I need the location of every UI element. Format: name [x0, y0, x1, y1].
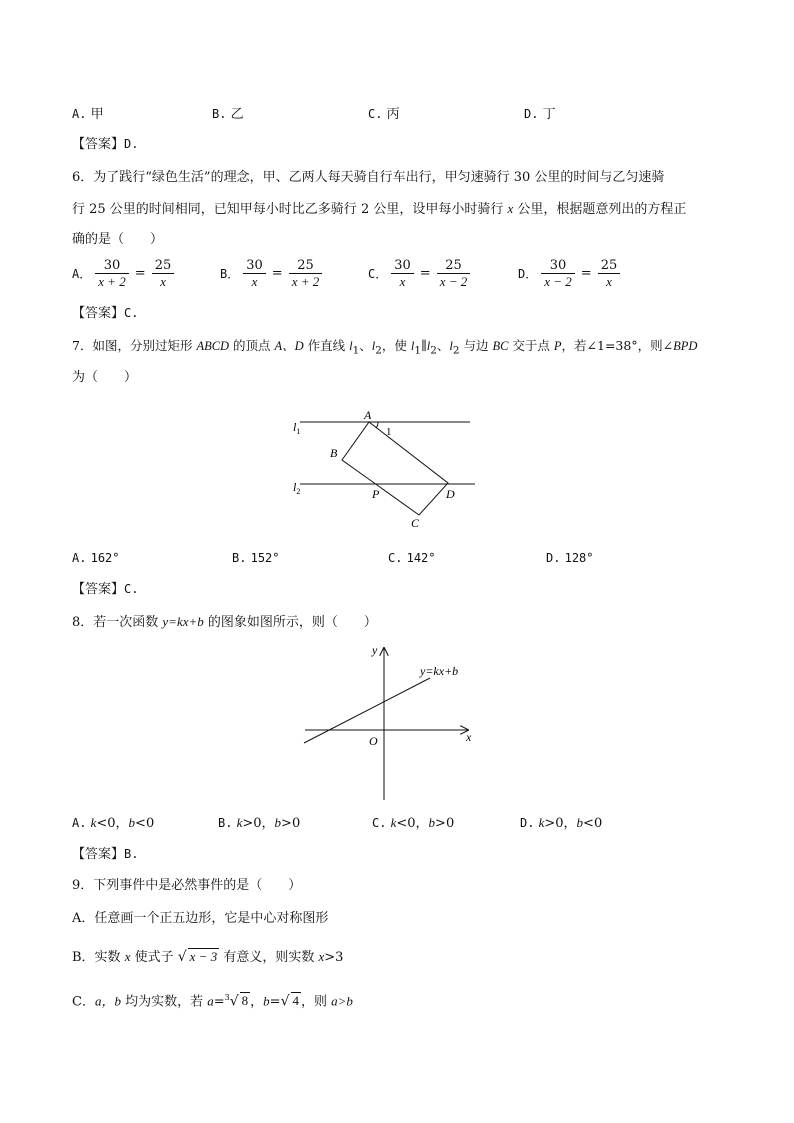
label-b: B	[330, 446, 338, 460]
q6-answer: 【答案】C.	[72, 306, 139, 321]
q5-option-a: A. 甲	[72, 107, 104, 122]
label-d: D	[446, 487, 455, 501]
function-line	[304, 678, 430, 743]
q8-option-c: C. k<0，b>0	[372, 815, 455, 831]
q5-answer: 【答案】D.	[72, 137, 139, 152]
q7-answer: 【答案】C.	[72, 582, 139, 597]
label-c: C	[411, 516, 420, 530]
q6-option-d: D． $\frac{30}{x - 2}$ = $\frac{25}{x}$	[518, 258, 620, 289]
q6-stem-line2: 行 25 公里的时间相同，已知甲每小时比乙多骑行 2 公里，设甲每小时骑行 x 公里，根据题意列出的方程正	[72, 201, 687, 217]
q5-option-c: C. 丙	[368, 107, 400, 122]
label-p: P	[372, 487, 380, 501]
q8-option-a: A. k<0，b<0	[72, 815, 155, 831]
rectangle-abcd	[342, 422, 448, 515]
q9-option-b: B．实数 x 使式子 √ x − 3 有意义，则实数 x>3	[72, 949, 344, 965]
angle-1-arc	[376, 422, 378, 428]
q6-option-b: B． $\frac{30}{x}$ = $\frac{25}{x + 2}$	[220, 258, 322, 289]
q8-option-b: B. k>0，b>0	[218, 815, 301, 831]
q6-stem-line1: 6．为了践行“绿色生活”的理念，甲、乙两人每天骑自行车出行，甲匀速骑行 30 公里的时间与乙匀速骑	[72, 170, 665, 185]
label-a: A	[364, 408, 372, 422]
q5-option-d: D. 丁	[524, 107, 556, 122]
q7-option-c: C. 142°	[388, 551, 436, 565]
q7-option-d: D. 128°	[546, 551, 594, 565]
q5-option-b: B. 乙	[212, 107, 244, 122]
q7-figure	[280, 405, 490, 535]
q6-stem-line3: 确的是（ ）	[72, 232, 164, 247]
origin-label: O	[369, 734, 378, 748]
q9-option-c: C．a，b 均为实数，若 a=$^3$√ 8 ，b=√ 4 ，则 a>b	[72, 993, 353, 1010]
q9-option-a: A．任意画一个正五边形，它是中心对称图形	[72, 911, 329, 926]
q9-stem: 9．下列事件中是必然事件的是（ ）	[72, 878, 302, 893]
q8-figure	[290, 638, 490, 808]
label-l2: $l_2$	[293, 480, 301, 496]
q8-stem: 8．若一次函数 y=kx+b 的图象如图所示，则（ ）	[72, 614, 377, 630]
label-angle-1: 1	[386, 426, 392, 438]
q8-option-d: D. k>0，b<0	[520, 815, 603, 831]
y-axis-label: y	[372, 643, 378, 657]
x-axis-label: x	[466, 730, 472, 744]
label-l1: $l_1$	[293, 420, 301, 436]
q7-stem-line1: 7．如图，分别过矩形 ABCD 的顶点 A、D 作直线 $l_1$、$l_2$，使 $l_1\parallel l_2$、$l_2$ 与边 BC 交于点 P，若∠1=38°，则∠BPD	[72, 338, 698, 357]
q7-option-a: A. 162°	[72, 551, 120, 565]
q7-stem-line2: 为（ ）	[72, 370, 138, 385]
q8-answer: 【答案】B.	[72, 847, 139, 862]
q6-option-c: C． $\frac{30}{x}$ = $\frac{25}{x - 2}$	[368, 258, 470, 289]
q7-option-b: B. 152°	[232, 551, 280, 565]
q6-option-a: A． $\frac{30}{x + 2}$ = $\frac{25}{x}$	[72, 258, 174, 289]
line-label: y=kx+b	[420, 664, 459, 678]
